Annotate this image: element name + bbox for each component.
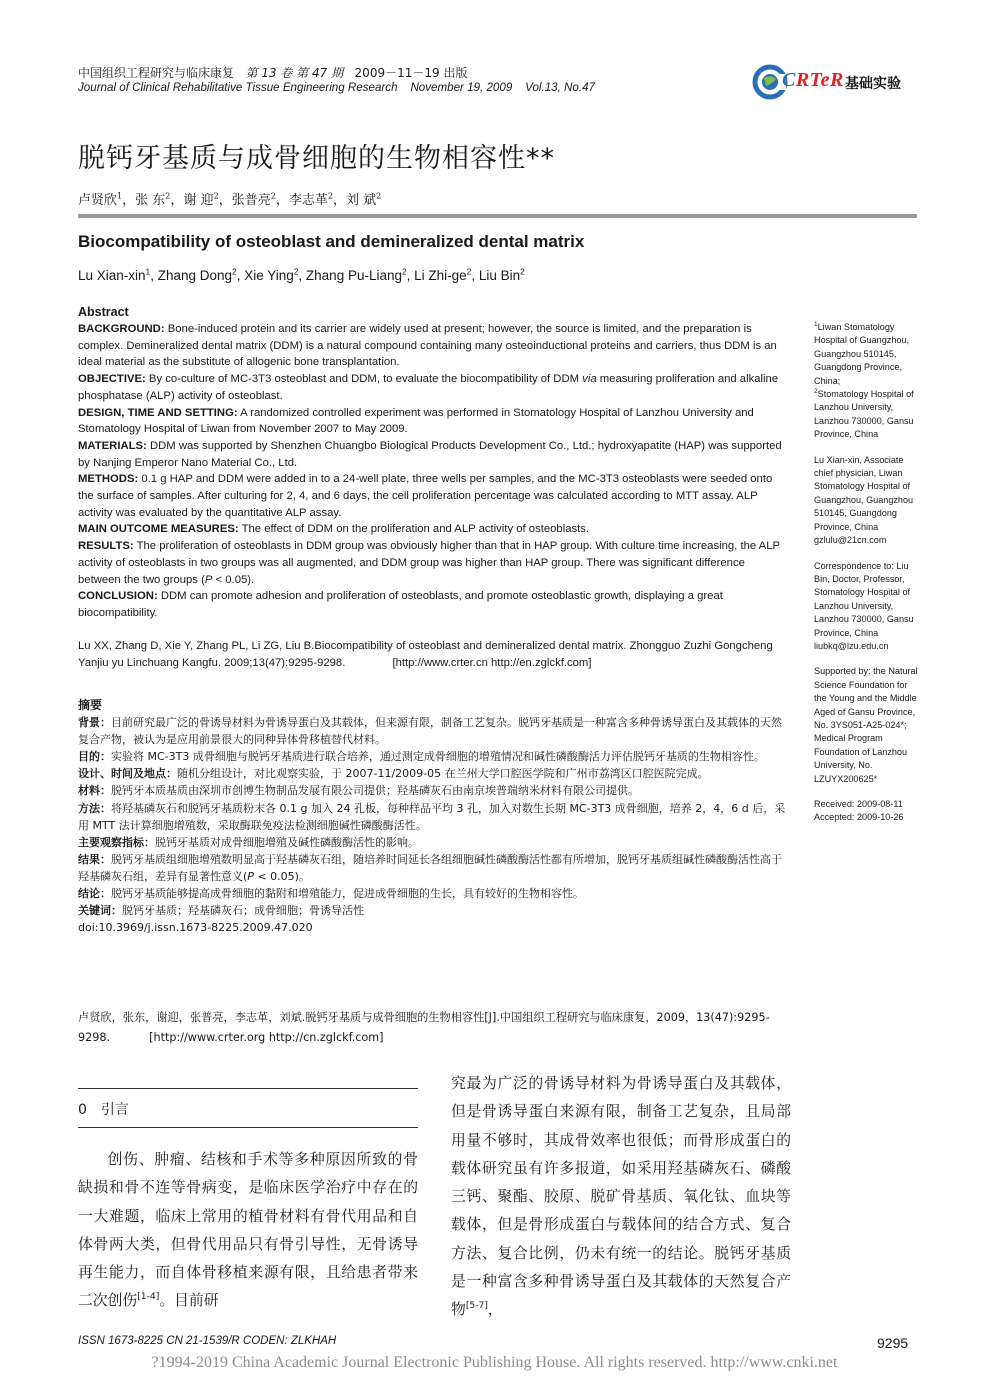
copyright-watermark: ?1994-2019 China Academic Journal Electronic Publishing House. All rights reserved. http://www.cnki.net: [151, 1354, 838, 1371]
author-affiliation-marker: 2: [376, 191, 382, 201]
citation-cn-links[interactable]: [http://www.crter.org http://cn.zglckf.com]: [149, 1031, 384, 1044]
section-rule-bottom: [78, 1127, 418, 1128]
reference-marker[interactable]: [1-4]: [137, 1291, 160, 1303]
abstract-cn-objective: 目的：实验将 MC-3T3 成骨细胞与脱钙牙基质进行联合培养，通过测定成骨细胞的增殖情况和碱性磷酸酶活力评估脱钙牙基质的生物相容性。: [78, 750, 765, 764]
accepted-date: Accepted: 2009-10-26: [814, 812, 904, 823]
author-name: Liu Bin: [478, 268, 521, 283]
abstract-cn-design: 设计、时间及地点：随机分组设计，对比观察实验，于 2007-11/2009-05 在兰州大学口腔医学院和广州市荔湾区口腔医院完成。: [78, 767, 709, 781]
date-cn: 2009－11－19 出版: [354, 66, 468, 80]
abstract-en: [78, 304, 790, 622]
author-name: 刘 斌: [346, 193, 377, 208]
abstract-methods: METHODS: 0.1 g HAP and DDM were added in to a 24-well plate, three wells per samples, and the MC-3T3 osteoblasts were seeded onto the surface of samples. After culturing for 2, 4, and 6 days, the cell proliferation percentage was calculated according to MTT assay. ALP activity was evaluated by the quantitative ALP assay.: [78, 473, 773, 519]
date-en: November 19, 2009: [410, 81, 513, 94]
section-rule-top: [78, 1088, 418, 1089]
abstract-cn-outcome: 主要观察指标：脱钙牙基质对成骨细胞增殖及碱性磷酸酶活性的影响。: [78, 835, 419, 849]
funding: Supported by: the Natural Science Foundation for the Young and the Middle Aged of Gansu Province, No. 3YS051-A25-024*; Medical Program Foundation of Lanzhou University, No. LZUYX200625*: [814, 666, 918, 784]
author-name: 卢贤欣: [78, 193, 118, 208]
volume-cn: 第 13 卷 第 47 期: [245, 66, 344, 80]
author-affiliation-marker: 2: [327, 191, 334, 201]
abstract-heading: Abstract: [78, 305, 129, 319]
author-name: 李志革: [288, 193, 328, 208]
author-affiliation-marker: 2: [466, 266, 472, 277]
abstract-cn: [78, 697, 790, 936]
author-name: 谢 迎: [183, 193, 214, 208]
author-affiliation-marker: 2: [402, 266, 407, 277]
abstract-results: RESULTS: The proliferation of osteoblasts in DDM group was obviously higher than that in HAP group. With culture time increasing, the ALP activity of osteoblasts in two groups was all augmented, and DDM group was higher than HAP group. There was significant difference between the two groups (P < 0.05).: [78, 540, 780, 586]
crter-logo: [752, 64, 912, 100]
volume-en: Vol.13, No.47: [525, 81, 595, 94]
author-name: 张 东: [135, 193, 166, 208]
header-divider: [78, 214, 917, 218]
author-affiliation-marker: 2: [270, 191, 276, 201]
author-bio: Lu Xian-xin, Associate chief physician, Liwan Stomatology Hospital of Guangzhou, Guangzhou 510145, Guangdong Province, China gzlulu@21cn.com: [814, 454, 914, 546]
page-number: 9295: [877, 1335, 909, 1351]
abstract-cn-materials: 材料：脱钙牙本质基质由深圳市创博生物制品发展有限公司提供；羟基磷灰石由南京埃普瑞纳米材料有限公司提供。: [78, 784, 639, 798]
author-affiliation-marker: 2: [213, 191, 219, 201]
citation-cn: 卢贤欣，张东，谢迎，张普亮，李志革，刘斌.脱钙牙基质与成骨细胞的生物相容性[J].中国组织工程研究与临床康复，2009，13(47):9295-9298. [http://www.crter.org http://cn.zglckf.com]: [78, 1011, 770, 1044]
body-column-left: 创伤、肿瘤、结核和手术等多种原因所致的骨缺损和骨不连等骨病变，是临床医学治疗中存在的一大难题，临床上常用的植骨材料有骨代用品和自体骨两大类，但骨代用品只有骨引导性，无骨诱导再生能力，而自体骨移植来源有限，且给患者带来二次创伤[1-4]。目前研: [78, 1151, 418, 1310]
section-heading-introduction: 0 引言: [78, 1102, 129, 1118]
journal-name-en: Journal of Clinical Rehabilitative Tissue Engineering Research: [78, 81, 398, 94]
author-name: Xie Ying: [244, 268, 294, 283]
abstract-objective: OBJECTIVE: By co-culture of MC-3T3 osteoblast and DDM, to evaluate the biocompatibility of DDM via measuring proliferation and alkaline phosphatase (ALP) activity of osteoblast.: [78, 373, 779, 402]
author-name: Zhang Pu-Liang: [305, 268, 402, 283]
logo-section-label: 基础实验: [845, 76, 901, 92]
author-name: Lu Xian-xin: [78, 268, 146, 283]
citation-en: Lu XX, Zhang D, Xie Y, Zhang PL, Li ZG, Liu B.Biocompatibility of osteoblast and demineralized dental matrix. Zhongguo Zuzhi Gongcheng Yanjiu yu Linchuang Kangfu. 2009;13(47):9295-9298. [http://www.crter.cn http://en.zglckf.com]: [78, 640, 773, 669]
article-title-cn: 脱钙牙基质与成骨细胞的生物相容性**: [78, 143, 555, 174]
abstract-design: DESIGN, TIME AND SETTING: A randomized controlled experiment was performed in Stomatology Hospital of Lanzhou University and Stomatology Hospital of Liwan from November 2007 to May 2009.: [78, 406, 754, 436]
abstract-cn-background: 背景：目前研究最广泛的骨诱导材料为骨诱导蛋白及其载体，但来源有限，制备工艺复杂。脱钙牙基质是一种富含多种骨诱导蛋白及其载体的天然复合产物，被认为是应用前景很大的同种异体骨移植替代材料。: [78, 716, 782, 747]
abstract-materials: MATERIALS: DDM was supported by Shenzhen Chuangbo Biological Products Development Co., Ltd.; hydroxyapatite (HAP) was supported by Nanjing Emperor Nano Material Co., Ltd.: [78, 439, 782, 469]
abstract-outcome: MAIN OUTCOME MEASURES: The effect of DDM on the proliferation and ALP activity of osteoblasts.: [78, 523, 590, 536]
doi[interactable]: doi:10.3969/j.issn.1673-8225.2009.47.020: [78, 921, 313, 935]
logo-wordmark: CRTeR: [782, 69, 844, 91]
affiliation-sidebar: [814, 321, 918, 825]
author-affiliation-marker: 2: [165, 191, 171, 201]
abstract-cn-keywords: 关键词：脱钙牙基质；羟基磷灰石；成骨细胞；骨诱导活性: [78, 904, 364, 918]
author-name: Li Zhi-ge: [414, 268, 467, 283]
article-title-en: Biocompatibility of osteoblast and demineralized dental matrix: [78, 232, 585, 251]
citation-en-links[interactable]: [http://www.crter.cn http://en.zglckf.com]: [392, 657, 592, 669]
reference-marker[interactable]: [5-7]: [465, 1300, 488, 1312]
author-name: 张普亮: [231, 193, 271, 208]
abstract-cn-conclusion: 结论：脱钙牙基质能够提高成骨细胞的黏附和增殖能力，促进成骨细胞的生长，具有较好的生物相容性。: [78, 887, 584, 901]
journal-name-cn: 中国组织工程研究与临床康复: [78, 66, 235, 80]
correspondence: Correspondence to: Liu Bin, Doctor, Professor, Stomatology Hospital of Lanzhou University, Lanzhou 730000, Gansu Province, China liubkq@lzu.edu.cn: [814, 560, 914, 651]
abstract-cn-heading: 摘要: [78, 698, 103, 712]
author-affiliation-marker: 2: [293, 266, 299, 277]
received-date: Received: 2009-08-11: [814, 799, 903, 809]
author-affiliation-marker: 2: [232, 266, 237, 277]
abstract-conclusion: CONCLUSION: DDM can promote adhesion and proliferation of osteoblasts, and promote osteoblastic growth, displaying a great biocompatibility.: [78, 590, 723, 619]
issn-line: ISSN 1673-8225 CN 21-1539/R CODEN: ZLKHAH: [78, 1335, 337, 1347]
journal-header-en: [78, 81, 595, 94]
author-affiliation-marker: 2: [520, 266, 525, 277]
abstract-cn-results: 结果：脱钙牙基质组细胞增殖数明显高于羟基磷灰石组，随培养时间延长各组细胞碱性磷酸酶活性都有所增加，脱钙牙基质组碱性磷酸酶活性高于羟基磷灰石组，差异有显著性意义(P < 0.05)。: [78, 852, 782, 883]
affiliations: $^1$Liwan Stomatology Hospital of Guangzhou, Guangzhou 510145, Guangdong Province, China; $^2$Stomatology Hospital of Lanzhou University, Lanzhou 730000, Gansu Province, China: [814, 320, 914, 440]
author-name: Zhang Dong: [157, 268, 233, 283]
journal-header-cn: [78, 64, 467, 81]
abstract-cn-methods: 方法：将羟基磷灰石和脱钙牙基质粉末各 0.1 g 加入 24 孔板，每种样品平均 3 孔，加入对数生长期 MC-3T3 成骨细胞，培养 2，4，6 d 后，采用 MTT 法计算细胞增殖数，采取酶联免疫法检测细胞碱性磷酸酶活性。: [78, 801, 786, 832]
author-list-en: Lu Xian-xin$^1$, Zhang Dong$^2$, Xie Ying$^2$, Zhang Pu-Liang$^2$, Li Zhi-$ge^2$, Liu Bin$^2$: [78, 266, 525, 283]
author-affiliation-marker: 1: [117, 191, 123, 201]
abstract-background: BACKGROUND: Bone-induced protein and its carrier are widely used at present; however, the source is limited, and the preparation is complex. Demineralized dental matrix (DDM) is a natural compound containing many osteoinductional proteins and carriers, thus DDM is an ideal material as the substitute of allogenic bone transplantation.: [78, 323, 777, 369]
body-column-right: 究最为广泛的骨诱导材料为骨诱导蛋白及其载体，但是骨诱导蛋白来源有限，制备工艺复杂，且局部用量不够时，其成骨效率也很低；而骨形成蛋白的载体研究虽有许多报道，如采用羟基磷灰石、磷酸三钙、聚酯、胶原、脱矿骨基质、氧化钛、血块等载体，但是骨形成蛋白与载体间的结合方式、复合方法、复合比例，仍未有统一的结论。脱钙牙基质是一种富含多种骨诱导蛋白及其载体的天然复合产物[5-7]，: [451, 1075, 791, 1319]
author-list-cn: 卢贤欣$^1$，张 东$^2$，谢 迎$^2$，张普亮$^2$，李志革$^2$，刘 斌$^2$: [78, 191, 382, 208]
author-affiliation-marker: 1: [145, 266, 151, 277]
